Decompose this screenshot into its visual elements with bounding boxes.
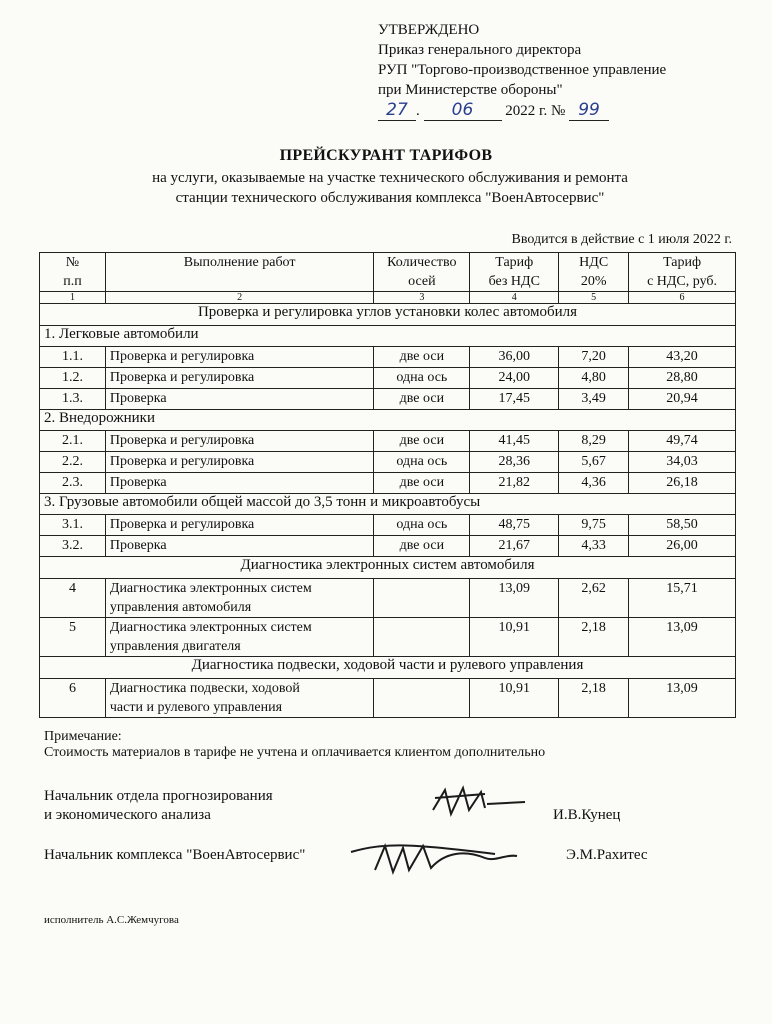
- signature-1-mark: [425, 780, 535, 830]
- col-number: 1: [40, 292, 106, 304]
- row-work: [105, 679, 374, 718]
- signatory-1-title: [44, 787, 273, 825]
- row-qty: две оси: [374, 389, 470, 410]
- approval-heading: УТВЕРЖДЕНО: [378, 22, 480, 38]
- header-vat: НДС 20%: [559, 253, 629, 292]
- row-qty: [374, 679, 470, 718]
- signatory-2-name: Э.М.Рахитес: [566, 847, 648, 863]
- col-number: 6: [629, 292, 736, 304]
- row-number: 2.1.: [40, 431, 106, 452]
- row-qty: две оси: [374, 347, 470, 368]
- row-number: 3.2.: [40, 536, 106, 557]
- date-month: 06: [424, 100, 502, 121]
- row-qty: одна ось: [374, 368, 470, 389]
- row-total: 28,80: [629, 368, 736, 389]
- column-number-row: [40, 292, 736, 304]
- sec2-rows: [40, 579, 736, 657]
- header-qty: Количество осей: [374, 253, 470, 292]
- row-number: 1.1.: [40, 347, 106, 368]
- row-vat: 2,18: [559, 618, 629, 657]
- note-text: Стоимость материалов в тарифе не учтена и оплачивается клиентом дополнительно: [44, 745, 546, 760]
- header-total: Тариф с НДС, руб.: [629, 253, 736, 292]
- signature-2-mark: [345, 832, 525, 882]
- row-vat: 4,80: [559, 368, 629, 389]
- table-row: [40, 431, 736, 452]
- table-row: [40, 452, 736, 473]
- row-vat: 2,62: [559, 579, 629, 618]
- row-tariff: 17,45: [470, 389, 559, 410]
- row-vat: 4,36: [559, 473, 629, 494]
- effective-date: Вводится в действие с 1 июля 2022 г.: [511, 232, 732, 247]
- row-tariff: 28,36: [470, 452, 559, 473]
- row-number: 3.1.: [40, 515, 106, 536]
- row-number: 1.3.: [40, 389, 106, 410]
- table-row: [40, 618, 736, 657]
- row-qty: [374, 618, 470, 657]
- row-qty: две оси: [374, 431, 470, 452]
- row-tariff: 21,67: [470, 536, 559, 557]
- date-day: 27: [378, 100, 416, 121]
- signatory-2-title: Начальник комплекса "ВоенАвтосервис": [44, 847, 306, 863]
- category-row: [40, 326, 736, 347]
- row-total: 15,71: [629, 579, 736, 618]
- row-total: 58,50: [629, 515, 736, 536]
- row-qty: две оси: [374, 473, 470, 494]
- header-tariff: Тариф без НДС: [470, 253, 559, 292]
- row-vat: 4,33: [559, 536, 629, 557]
- col-number: 4: [470, 292, 559, 304]
- document-subtitle: [60, 168, 720, 208]
- row-total: 34,03: [629, 452, 736, 473]
- row-work: Проверка: [105, 536, 374, 557]
- row-tariff: 13,09: [470, 579, 559, 618]
- section-title: Диагностика подвески, ходовой части и рулевого управления: [40, 657, 736, 679]
- row-number: 2.2.: [40, 452, 106, 473]
- row-tariff: 10,91: [470, 618, 559, 657]
- row-qty: две оси: [374, 536, 470, 557]
- row-total: 26,00: [629, 536, 736, 557]
- row-work: Проверка: [105, 389, 374, 410]
- cat3-rows: [40, 515, 736, 557]
- row-work: Проверка: [105, 473, 374, 494]
- row-tariff: 48,75: [470, 515, 559, 536]
- row-tariff: 24,00: [470, 368, 559, 389]
- section-title: Диагностика электронных систем автомобиля: [40, 557, 736, 579]
- table-row: [40, 347, 736, 368]
- col-number: 3: [374, 292, 470, 304]
- category-row: [40, 494, 736, 515]
- table-row: [40, 473, 736, 494]
- row-work-line: управления двигателя: [109, 639, 241, 654]
- row-vat: 2,18: [559, 679, 629, 718]
- row-vat: 8,29: [559, 431, 629, 452]
- row-number: 1.2.: [40, 368, 106, 389]
- row-vat: 3,49: [559, 389, 629, 410]
- table-row: [40, 679, 736, 718]
- signatory-1-line1: Начальник отдела прогнозирования: [44, 788, 273, 804]
- row-vat: 9,75: [559, 515, 629, 536]
- row-qty: одна ось: [374, 515, 470, 536]
- row-number: 5: [40, 618, 106, 657]
- document-title: ПРЕЙСКУРАНТ ТАРИФОВ: [279, 147, 493, 164]
- table-header-row: [40, 253, 736, 292]
- section-title: Проверка и регулировка углов установки колес автомобиля: [40, 304, 736, 326]
- date-year: 2022 г. №: [505, 103, 566, 119]
- section-row: [40, 557, 736, 579]
- header-work: Выполнение работ: [105, 253, 374, 292]
- table-row: [40, 389, 736, 410]
- row-work: Проверка и регулировка: [105, 452, 374, 473]
- executor: исполнитель А.С.Жемчугова: [44, 914, 179, 926]
- approval-org-line2: при Министерстве обороны": [378, 82, 563, 98]
- row-work-line: части и рулевого управления: [109, 700, 283, 715]
- approval-block: [378, 20, 666, 121]
- sec3-rows: [40, 679, 736, 718]
- col-number: 5: [559, 292, 629, 304]
- cat2-rows: [40, 431, 736, 494]
- row-number: 2.3.: [40, 473, 106, 494]
- subtitle-line-2: станции технического обслуживания комплекса "ВоенАвтосервис": [175, 190, 605, 206]
- row-total: 26,18: [629, 473, 736, 494]
- row-work: Проверка и регулировка: [105, 347, 374, 368]
- signatory-1-name: И.В.Кунец: [553, 807, 621, 823]
- note-label: Примечание:: [44, 729, 122, 744]
- category-title: 1. Легковые автомобили: [40, 326, 736, 347]
- table-row: [40, 368, 736, 389]
- row-tariff: 36,00: [470, 347, 559, 368]
- row-total: 13,09: [629, 618, 736, 657]
- row-work: [105, 618, 374, 657]
- subtitle-line-1: на услуги, оказываемые на участке технического обслуживания и ремонта: [152, 170, 628, 186]
- header-num: № п.п: [40, 253, 106, 292]
- approval-org-line1: РУП "Торгово-производственное управление: [378, 62, 667, 78]
- row-number: 6: [40, 679, 106, 718]
- approval-order-line: Приказ генерального директора: [378, 42, 582, 58]
- row-work-line: Диагностика подвески, ходовой: [109, 681, 300, 696]
- row-tariff: 41,45: [470, 431, 559, 452]
- category-title: 2. Внедорожники: [40, 410, 736, 431]
- table-row: [40, 515, 736, 536]
- row-number: 4: [40, 579, 106, 618]
- category-title: 3. Грузовые автомобили общей массой до 3,5 тонн и микроавтобусы: [40, 494, 736, 515]
- row-vat: 7,20: [559, 347, 629, 368]
- row-vat: 5,67: [559, 452, 629, 473]
- row-work-line: Диагностика электронных систем: [109, 620, 312, 635]
- section-row: [40, 657, 736, 679]
- row-qty: [374, 579, 470, 618]
- row-work: [105, 579, 374, 618]
- table-row: [40, 579, 736, 618]
- tariff-table: [39, 252, 736, 718]
- cat1-rows: [40, 347, 736, 410]
- row-work: Проверка и регулировка: [105, 368, 374, 389]
- approval-date-line: 27 . 06 2022 г. № 99: [378, 100, 666, 121]
- row-total: 49,74: [629, 431, 736, 452]
- order-number: 99: [569, 100, 609, 121]
- row-total: 13,09: [629, 679, 736, 718]
- row-work-line: управления автомобиля: [109, 600, 252, 615]
- row-work-line: Диагностика электронных систем: [109, 581, 312, 596]
- row-work: Проверка и регулировка: [105, 515, 374, 536]
- row-tariff: 10,91: [470, 679, 559, 718]
- col-number: 2: [105, 292, 374, 304]
- row-work: Проверка и регулировка: [105, 431, 374, 452]
- category-row: [40, 410, 736, 431]
- table-row: [40, 536, 736, 557]
- row-tariff: 21,82: [470, 473, 559, 494]
- row-qty: одна ось: [374, 452, 470, 473]
- row-total: 43,20: [629, 347, 736, 368]
- section-row: [40, 304, 736, 326]
- signatory-1-line2: и экономического анализа: [44, 807, 211, 823]
- row-total: 20,94: [629, 389, 736, 410]
